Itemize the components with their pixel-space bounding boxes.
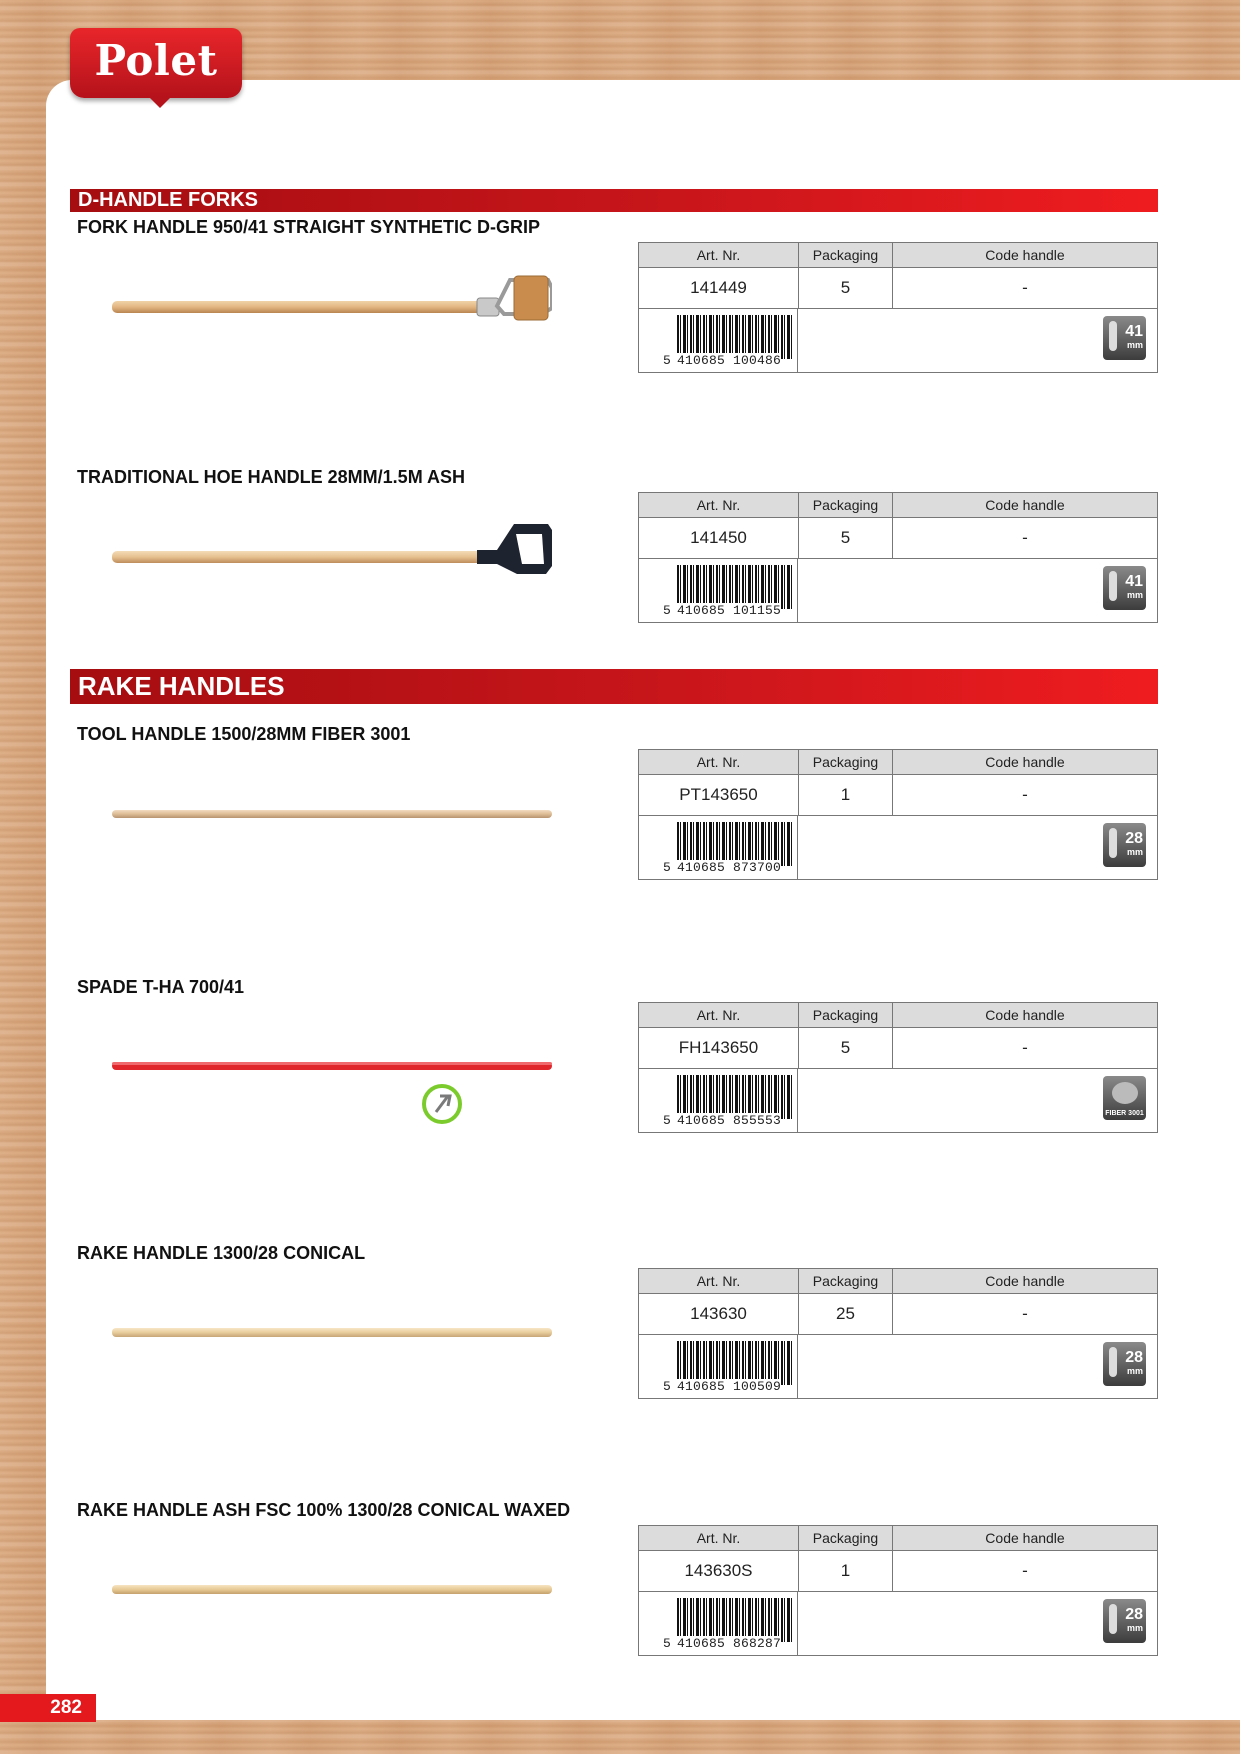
table-value-row bbox=[639, 774, 1157, 816]
code-handle-header: Code handle bbox=[892, 750, 1157, 774]
barcode-first-digit: 5 bbox=[663, 860, 671, 875]
badge-value: FIBER 3001 bbox=[1105, 1110, 1144, 1117]
barcode-first-digit: 5 bbox=[663, 603, 671, 618]
barcode-first-digit: 5 bbox=[663, 353, 671, 368]
product-table bbox=[638, 1268, 1158, 1399]
table-header-row bbox=[639, 493, 1157, 518]
code-handle-value: - bbox=[892, 1293, 1157, 1334]
packaging-value: 5 bbox=[798, 517, 892, 558]
barcode-digits: 410685 100509 bbox=[677, 1379, 782, 1394]
diameter-badge-icon bbox=[1103, 316, 1146, 360]
table-value-row bbox=[639, 1550, 1157, 1592]
code-handle-header: Code handle bbox=[892, 493, 1157, 517]
art-nr-value: 141450 bbox=[690, 528, 747, 547]
badge-unit: mm bbox=[1126, 847, 1143, 857]
table-value-row bbox=[639, 517, 1157, 559]
barcode bbox=[639, 1334, 798, 1398]
code-handle-value: - bbox=[892, 267, 1157, 308]
section-header-d-handle-forks: D-HANDLE FORKS bbox=[70, 189, 1158, 212]
art-nr-value: PT143650 bbox=[679, 785, 758, 804]
red-fiber-handle-icon bbox=[112, 1026, 552, 1126]
code-handle-header: Code handle bbox=[892, 1526, 1157, 1550]
packaging-header: Packaging bbox=[798, 1269, 892, 1293]
barcode-digits: 410685 868287 bbox=[677, 1636, 782, 1651]
art-nr-header: Art. Nr. bbox=[696, 1530, 741, 1546]
product-title: SPADE T-HA 700/41 bbox=[77, 977, 245, 997]
table-header-row bbox=[639, 1269, 1157, 1294]
product-title: RAKE HANDLE 1300/28 CONICAL bbox=[77, 1243, 366, 1263]
badge-value: 28 bbox=[1125, 1606, 1143, 1623]
waxed-wooden-handle-icon bbox=[112, 1549, 552, 1629]
packaging-header: Packaging bbox=[798, 1526, 892, 1550]
barcode-first-digit: 5 bbox=[663, 1113, 671, 1128]
conical-wooden-handle-icon bbox=[112, 1292, 552, 1372]
table-value-row bbox=[639, 1293, 1157, 1335]
art-nr-value: 143630S bbox=[684, 1561, 753, 1580]
badge-unit: mm bbox=[1126, 1623, 1143, 1633]
barcode bbox=[639, 1068, 798, 1132]
diameter-badge-icon bbox=[1103, 823, 1146, 867]
barcode-first-digit: 5 bbox=[663, 1636, 671, 1651]
barcode-digits: 410685 101155 bbox=[677, 603, 782, 618]
product-table bbox=[638, 749, 1158, 880]
badge-unit: mm bbox=[1126, 590, 1143, 600]
product-title: RAKE HANDLE ASH FSC 100% 1300/28 CONICAL WAXED bbox=[77, 1500, 571, 1520]
product-title: FORK HANDLE 950/41 STRAIGHT SYNTHETIC D-GRIP bbox=[77, 217, 541, 237]
badge-value: 28 bbox=[1125, 830, 1143, 847]
code-handle-value: - bbox=[892, 517, 1157, 558]
table-value-row bbox=[639, 1027, 1157, 1069]
barcode bbox=[639, 1591, 798, 1655]
packaging-value: 1 bbox=[798, 774, 892, 815]
barcode bbox=[639, 815, 798, 879]
table-value-row bbox=[639, 267, 1157, 309]
product-table bbox=[638, 242, 1158, 373]
barcode-digits: 410685 855553 bbox=[677, 1113, 782, 1128]
diameter-badge-icon bbox=[1103, 566, 1146, 610]
art-nr-header: Art. Nr. bbox=[696, 754, 741, 770]
badge-unit: mm bbox=[1126, 1366, 1143, 1376]
polet-logo: Polet bbox=[70, 28, 242, 98]
fiber-badge-icon bbox=[1103, 1076, 1146, 1120]
badge-unit: mm bbox=[1126, 340, 1143, 350]
art-nr-header: Art. Nr. bbox=[696, 247, 741, 263]
barcode-digits: 410685 100486 bbox=[677, 353, 782, 368]
packaging-value: 5 bbox=[798, 1027, 892, 1068]
diameter-badge-icon bbox=[1103, 1599, 1146, 1643]
table-header-row bbox=[639, 243, 1157, 268]
product-title: TRADITIONAL HOE HANDLE 28MM/1.5M ASH bbox=[77, 467, 466, 487]
art-nr-value: 141449 bbox=[690, 278, 747, 297]
art-nr-value: 143630 bbox=[690, 1304, 747, 1323]
wooden-d-handle-black-grip-icon bbox=[112, 518, 552, 598]
barcode-first-digit: 5 bbox=[663, 1379, 671, 1394]
barcode bbox=[639, 558, 798, 622]
product-table bbox=[638, 1002, 1158, 1133]
product-table bbox=[638, 1525, 1158, 1656]
packaging-header: Packaging bbox=[798, 750, 892, 774]
section-header-rake-handles: RAKE HANDLES bbox=[70, 669, 1158, 704]
code-handle-header: Code handle bbox=[892, 1269, 1157, 1293]
product-table bbox=[638, 492, 1158, 623]
packaging-value: 1 bbox=[798, 1550, 892, 1591]
diameter-badge-icon bbox=[1103, 1342, 1146, 1386]
art-nr-header: Art. Nr. bbox=[696, 497, 741, 513]
barcode bbox=[639, 308, 798, 372]
code-handle-value: - bbox=[892, 1027, 1157, 1068]
product-title: TOOL HANDLE 1500/28MM FIBER 3001 bbox=[77, 724, 411, 744]
art-nr-header: Art. Nr. bbox=[696, 1273, 741, 1289]
packaging-header: Packaging bbox=[798, 1003, 892, 1027]
table-header-row bbox=[639, 750, 1157, 775]
badge-value: 41 bbox=[1125, 573, 1143, 590]
barcode-digits: 410685 873700 bbox=[677, 860, 782, 875]
badge-value: 28 bbox=[1125, 1349, 1143, 1366]
table-header-row bbox=[639, 1526, 1157, 1551]
code-handle-header: Code handle bbox=[892, 1003, 1157, 1027]
packaging-value: 25 bbox=[798, 1293, 892, 1334]
code-handle-value: - bbox=[892, 774, 1157, 815]
art-nr-value: FH143650 bbox=[678, 1038, 759, 1057]
code-handle-header: Code handle bbox=[892, 243, 1157, 267]
packaging-header: Packaging bbox=[798, 493, 892, 517]
packaging-value: 5 bbox=[798, 267, 892, 308]
badge-value: 41 bbox=[1125, 323, 1143, 340]
wooden-d-handle-light-grip-icon bbox=[112, 268, 552, 348]
art-nr-header: Art. Nr. bbox=[696, 1007, 741, 1023]
table-header-row bbox=[639, 1003, 1157, 1028]
straight-wooden-handle-icon bbox=[112, 774, 552, 854]
page-number: 282 bbox=[0, 1694, 96, 1722]
packaging-header: Packaging bbox=[798, 243, 892, 267]
code-handle-value: - bbox=[892, 1550, 1157, 1591]
